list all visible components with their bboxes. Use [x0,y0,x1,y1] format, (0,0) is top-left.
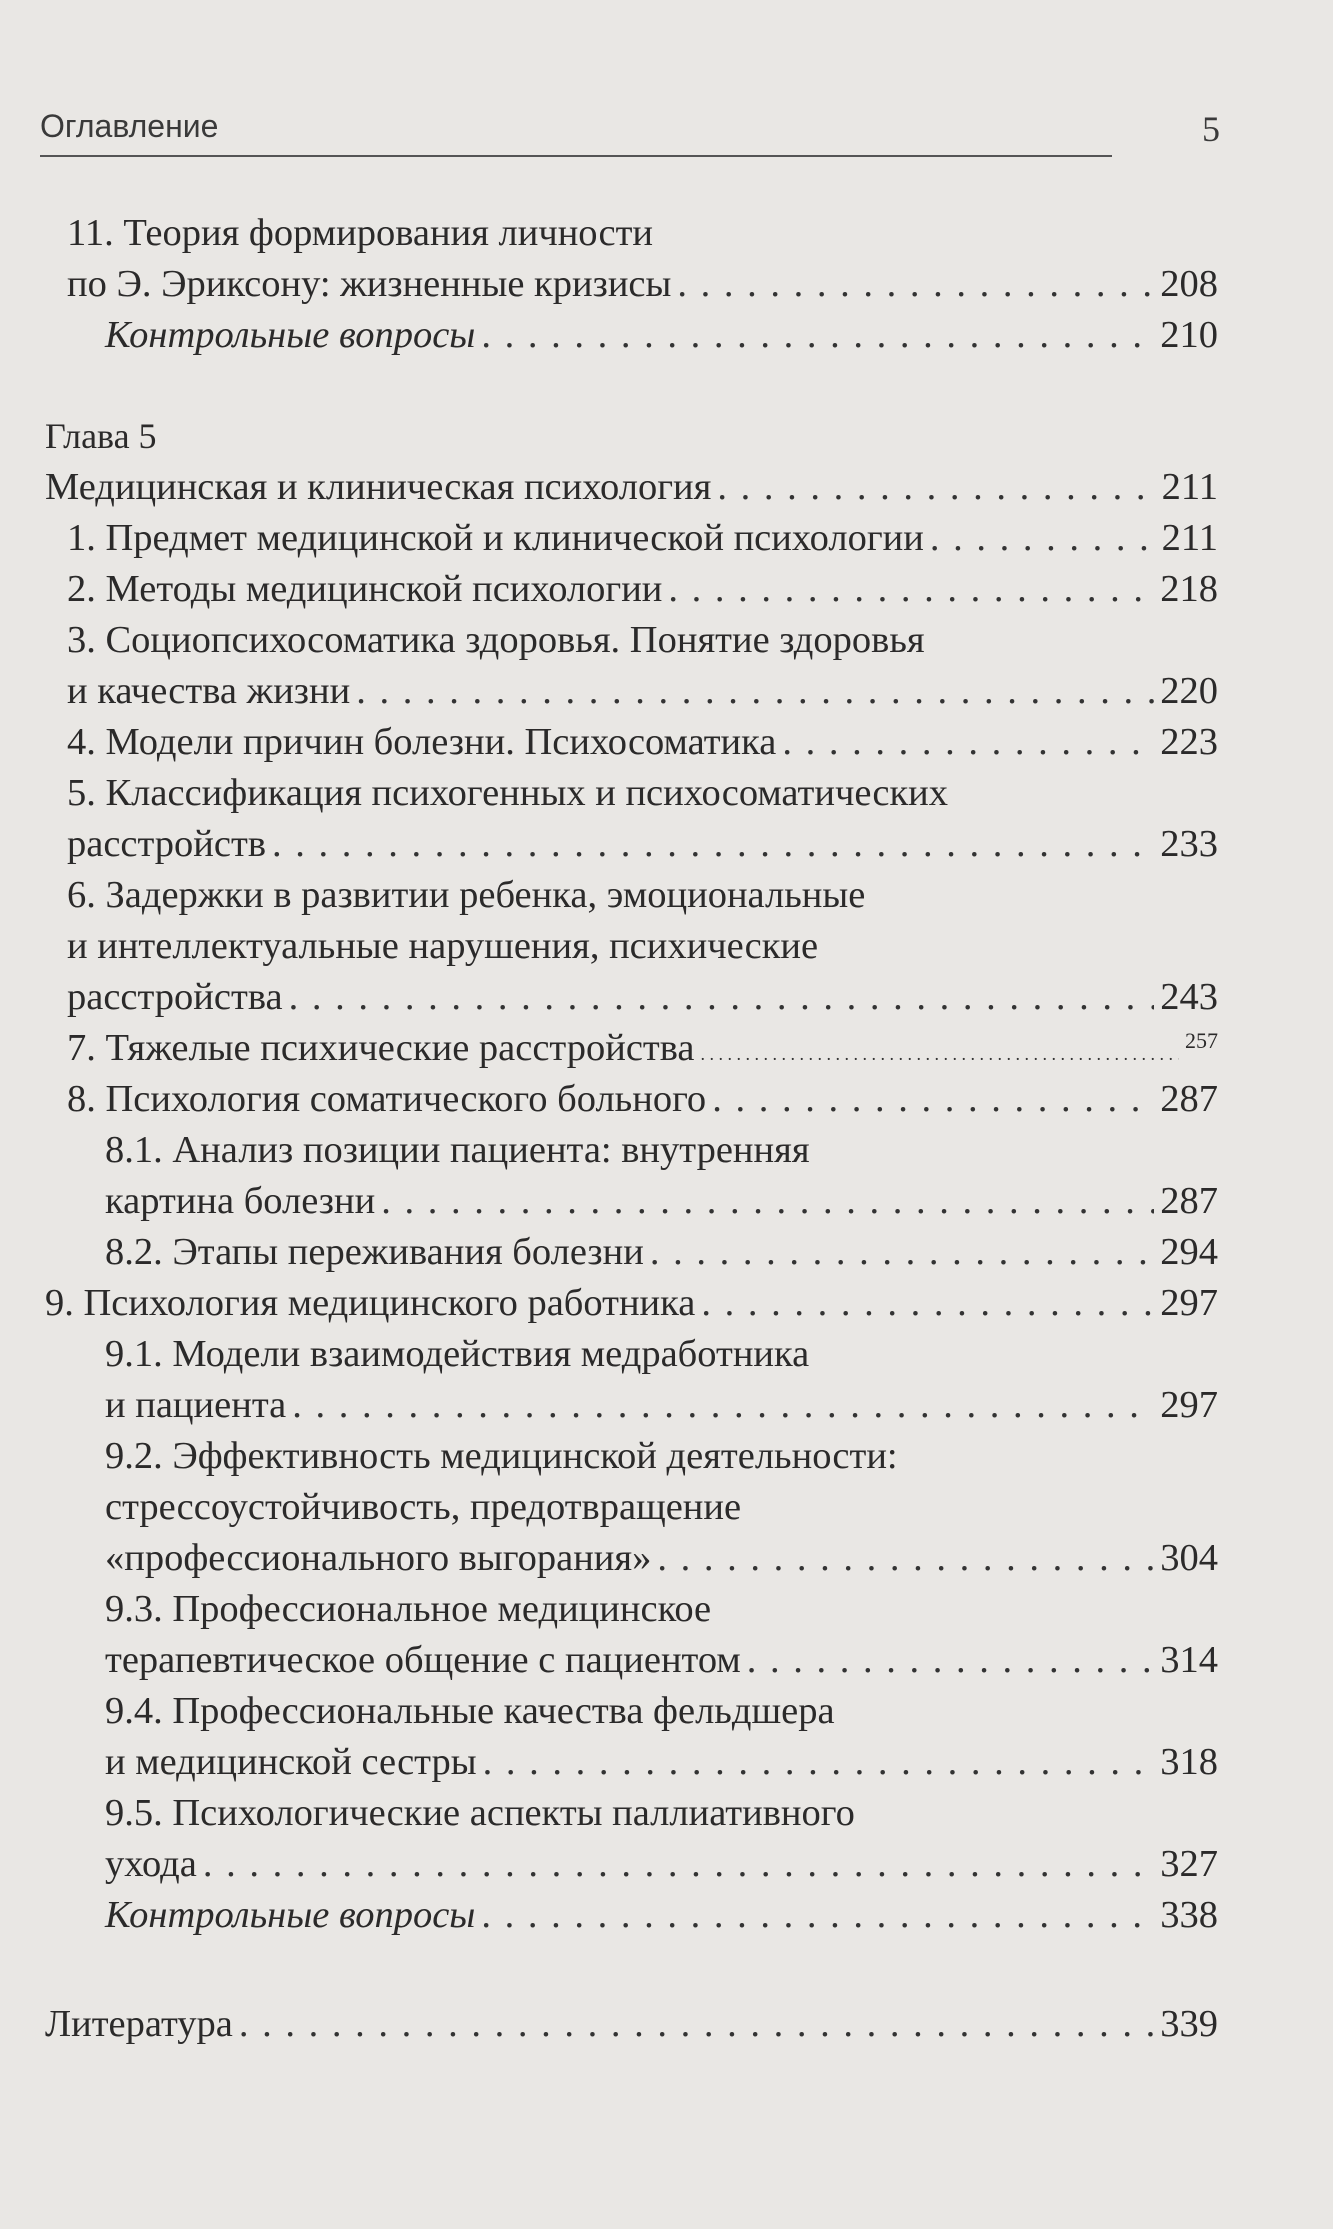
toc-page-number: 257 [1185,1028,1218,1053]
running-head-title: Оглавление [40,108,219,144]
dot-leader [930,513,1156,564]
toc-entry-text: и медицинской сестры [105,1741,477,1783]
toc-entry-text: расстройства [67,976,283,1018]
toc-entry-text: 8. Психология соматического больного [67,1078,707,1120]
toc-page-number: 218 [1160,568,1218,610]
toc-page-number: 297 [1160,1282,1218,1324]
toc-entry-11-line1: 11. Теория формирования личности [67,212,654,254]
toc-page-number: 294 [1160,1231,1218,1273]
toc-entry-text: «профессионального выгорания» [105,1537,652,1579]
toc-entry-8-1-line1: 8.1. Анализ позиции пациента: внутренняя [105,1129,810,1171]
dot-leader [657,1533,1154,1584]
toc-entry-2 [45,564,1218,615]
toc-entry-9-4-line1: 9.4. Профессиональные качества фельдшера [105,1690,835,1732]
dot-leader [292,1380,1154,1431]
toc-entry-9-3-line1: 9.3. Профессиональное медицинское [105,1588,712,1630]
table-of-contents [45,208,1218,2050]
toc-entry-3-line1: 3. Социопсихосоматика здоровья. Понятие здоровья [67,619,925,661]
dot-leader [381,1176,1154,1227]
dot-leader [747,1635,1154,1686]
toc-entry-text: расстройств [67,823,267,865]
toc-entry-6-line2: и интеллектуальные нарушения, психические [67,925,819,967]
dot-leader [701,1023,1180,1080]
toc-entry-text: 8.2. Этапы переживания болезни [105,1231,644,1273]
toc-page-number: 208 [1160,263,1218,305]
dot-leader [701,1278,1154,1329]
toc-entry-8 [45,1074,1218,1125]
dot-leader [289,972,1155,1023]
toc-page-number: 211 [1161,466,1218,508]
toc-entry-3 [45,666,1218,717]
spacer [45,361,1218,411]
toc-entry-9 [45,1278,1218,1329]
toc-entry-6 [45,972,1218,1023]
toc-entry-4 [45,717,1218,768]
toc-entry-control-questions-4 [45,310,1218,361]
dot-leader [272,819,1154,870]
toc-entry-11 [45,259,1218,310]
toc-entry-text: 2. Методы медицинской психологии [67,568,663,610]
chapter-label: Глава 5 [45,416,157,456]
toc-entry-text: Медицинская и клиническая психология [45,466,712,508]
dot-leader [203,1839,1154,1890]
dot-leader [650,1227,1154,1278]
toc-entry-7 [45,1023,1218,1074]
dot-leader [481,1890,1154,1941]
toc-entry-9-4 [45,1737,1218,1788]
toc-chapter-title [45,462,1218,513]
toc-entry-text: 4. Модели причин болезни. Психосоматика [67,721,777,763]
toc-entry-text: 1. Предмет медицинской и клинической психологии [67,517,924,559]
toc-page-number: 318 [1160,1741,1218,1783]
toc-page-number: 338 [1160,1894,1218,1936]
toc-entry-text: Контрольные вопросы [105,314,476,356]
toc-entry-9-2-line1: 9.2. Эффективность медицинской деятельности: [105,1435,898,1477]
dot-leader [483,1737,1155,1788]
toc-entry-text: картина болезни [105,1180,376,1222]
page-number: 5 [1202,109,1220,149]
toc-entry-control-questions-5 [45,1890,1218,1941]
toc-page-number: 210 [1160,314,1218,356]
dot-leader [717,462,1155,513]
toc-entry-6-line1: 6. Задержки в развитии ребенка, эмоциональные [67,874,866,916]
toc-page-number: 339 [1160,2003,1218,2045]
toc-entry-text: Контрольные вопросы [105,1894,476,1936]
toc-entry-9-1-line1: 9.1. Модели взаимодействия медработника [105,1333,810,1375]
dot-leader [712,1074,1154,1125]
toc-entry-text: ухода [105,1843,197,1885]
toc-entry-literature [45,1999,1218,2050]
toc-page-number: 304 [1160,1537,1218,1579]
toc-entry-text: терапевтическое общение с пациентом [105,1639,741,1681]
toc-entry-8-2 [45,1227,1218,1278]
toc-entry-text: по Э. Эриксону: жизненные кризисы [67,263,672,305]
toc-entry-1 [45,513,1218,564]
spacer [45,1941,1218,1999]
toc-entry-text: и качества жизни [67,670,351,712]
toc-page-number: 297 [1160,1384,1218,1426]
dot-leader [668,564,1154,615]
toc-page-number: 243 [1160,976,1218,1018]
toc-entry-text: 7. Тяжелые психические расстройства [67,1027,695,1069]
toc-entry-9-5 [45,1839,1218,1890]
toc-entry-8-1 [45,1176,1218,1227]
toc-entry-text: и пациента [105,1384,287,1426]
toc-page-number: 287 [1160,1180,1218,1222]
dot-leader [677,259,1154,310]
toc-entry-9-5-line1: 9.5. Психологические аспекты паллиативного [105,1792,855,1834]
dot-leader [782,717,1154,768]
toc-entry-9-1 [45,1380,1218,1431]
toc-entry-9-2-line2: стрессоустойчивость, предотвращение [105,1486,742,1528]
toc-page-number: 327 [1160,1843,1218,1885]
toc-entry-text: 9. Психология медицинского работника [45,1282,696,1324]
dot-leader [239,1999,1154,2050]
toc-entry-text: Литература [45,2003,233,2045]
toc-entry-9-3 [45,1635,1218,1686]
toc-page-number: 314 [1160,1639,1218,1681]
toc-page-number: 211 [1161,517,1218,559]
dot-leader [356,666,1154,717]
toc-page-number: 223 [1160,721,1218,763]
toc-entry-5-line1: 5. Классификация психогенных и психосоматических [67,772,949,814]
toc-page-number: 220 [1160,670,1218,712]
toc-entry-5 [45,819,1218,870]
dot-leader [481,310,1154,361]
toc-entry-9-2 [45,1533,1218,1584]
toc-page-number: 233 [1160,823,1218,865]
toc-page-number: 287 [1160,1078,1218,1120]
header-rule [40,155,1112,157]
